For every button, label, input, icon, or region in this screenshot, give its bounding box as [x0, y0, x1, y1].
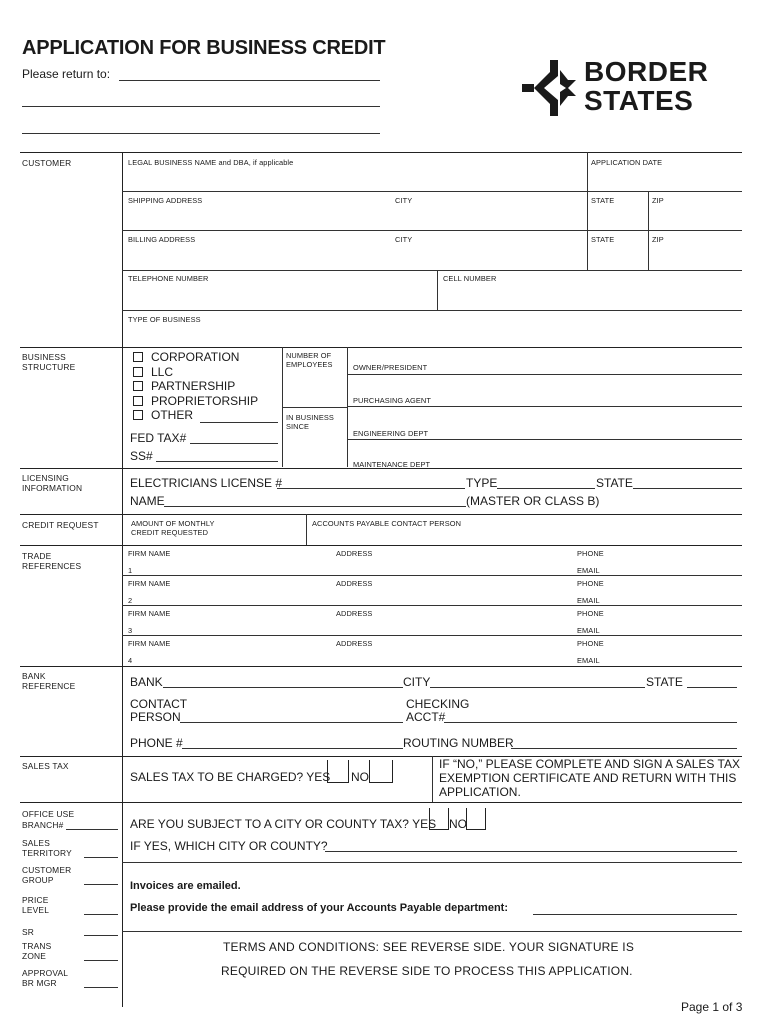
- routing-input-line[interactable]: [511, 748, 737, 749]
- checkbox-icon[interactable]: [133, 396, 143, 406]
- purchasing-input-line[interactable]: [347, 406, 742, 407]
- checkbox-icon[interactable]: [133, 367, 143, 377]
- license-input-line[interactable]: [277, 488, 465, 489]
- sales-tax-no-label: NO: [351, 770, 369, 784]
- license-state-label: STATE: [596, 476, 633, 490]
- divider: [20, 468, 742, 469]
- sales-tax-note-3: APPLICATION.: [439, 785, 521, 799]
- price-level-label-1: PRICE: [22, 895, 49, 905]
- divider: [122, 230, 742, 231]
- branch-label: BRANCH#: [22, 820, 64, 830]
- branch-input-line[interactable]: [66, 829, 118, 830]
- firm-name-label: FIRM NAME: [128, 549, 171, 558]
- reference-number: 2: [128, 596, 133, 605]
- address-label: ADDRESS: [336, 609, 373, 618]
- option-label: PARTNERSHIP: [151, 379, 236, 393]
- license-name-label: NAME: [130, 494, 165, 508]
- address-label: ADDRESS: [336, 549, 373, 558]
- ap-email-input-line[interactable]: [533, 914, 737, 915]
- amount-label-2: CREDIT REQUESTED: [131, 528, 209, 537]
- city-tax-no-label: NO: [449, 817, 467, 831]
- page-number: Page 1 of 3: [681, 1000, 743, 1014]
- sales-tax-label: SALES TAX: [22, 761, 69, 771]
- owner-label: OWNER/PRESIDENT: [353, 363, 428, 372]
- page-title: APPLICATION FOR BUSINESS CREDIT: [22, 37, 386, 59]
- divider: [282, 407, 347, 408]
- divider: [122, 605, 742, 606]
- type-of-business-label: TYPE OF BUSINESS: [128, 315, 201, 324]
- sr-label: SR: [22, 927, 35, 937]
- option-label: OTHER: [151, 408, 193, 422]
- sales-territory-input-line[interactable]: [84, 857, 118, 858]
- divider: [122, 310, 742, 311]
- terms-line-1: TERMS AND CONDITIONS: SEE REVERSE SIDE. YOUR SIGNATURE IS: [223, 940, 635, 954]
- which-city-input-line[interactable]: [325, 851, 737, 852]
- trans-zone-input-line[interactable]: [84, 960, 118, 961]
- option-partnership[interactable]: [133, 379, 235, 393]
- phone-label: PHONE: [577, 609, 604, 618]
- address-label: ADDRESS: [336, 639, 373, 648]
- cell-label: CELL NUMBER: [443, 274, 497, 283]
- divider: [20, 347, 742, 348]
- email-label: EMAIL: [577, 656, 600, 665]
- sr-input-line[interactable]: [84, 935, 118, 936]
- customer-section-label: CUSTOMER: [22, 158, 72, 168]
- checking-label-1: CHECKING: [406, 697, 470, 711]
- billing-address-label: BILLING ADDRESS: [128, 235, 196, 244]
- sales-tax-note-2: EXEMPTION CERTIFICATE AND RETURN WITH THIS: [439, 771, 737, 785]
- contact-label-1: CONTACT: [130, 697, 188, 711]
- electricians-license-label: ELECTRICIANS LICENSE #: [130, 476, 283, 490]
- sales-tax-yes-box[interactable]: [327, 760, 349, 783]
- trans-zone-label-1: TRANS: [22, 941, 52, 951]
- reference-number: 4: [128, 656, 133, 665]
- divider: [20, 802, 742, 803]
- divider: [122, 931, 742, 932]
- trade-references-label-1: TRADE: [22, 551, 52, 561]
- num-employees-label-2: EMPLOYEES: [286, 360, 333, 369]
- reference-number: 3: [128, 626, 133, 635]
- option-proprietorship[interactable]: [133, 394, 258, 408]
- invoices-note: Invoices are emailed.: [130, 880, 241, 892]
- bank-state-input-line[interactable]: [687, 687, 737, 688]
- firm-name-label: FIRM NAME: [128, 639, 171, 648]
- approval-label-2: BR MGR: [22, 978, 57, 988]
- email-label: EMAIL: [577, 596, 600, 605]
- ss-input-line[interactable]: [156, 461, 278, 462]
- bank-phone-label: PHONE #: [130, 736, 183, 750]
- shipping-address-label: SHIPPING ADDRESS: [128, 196, 203, 205]
- master-class-label: (MASTER OR CLASS B): [466, 494, 600, 508]
- bank-city-label: CITY: [403, 675, 431, 689]
- city-tax-no-box[interactable]: [466, 808, 486, 830]
- checkbox-icon[interactable]: [133, 381, 143, 391]
- engineering-input-line[interactable]: [347, 439, 742, 440]
- divider: [587, 152, 588, 270]
- firm-name-label: FIRM NAME: [128, 609, 171, 618]
- licensing-label-2: INFORMATION: [22, 483, 83, 493]
- divider: [437, 270, 438, 310]
- price-level-input-line[interactable]: [84, 914, 118, 915]
- sales-territory-label-1: SALES: [22, 838, 51, 848]
- bank-input-line[interactable]: [163, 687, 403, 688]
- divider: [122, 575, 742, 576]
- customer-group-input-line[interactable]: [84, 884, 118, 885]
- bank-city-input-line[interactable]: [430, 687, 645, 688]
- checking-input-line[interactable]: [444, 722, 737, 723]
- billing-city-label: CITY: [395, 235, 413, 244]
- approval-label-1: APPROVAL: [22, 968, 69, 978]
- option-corporation[interactable]: [133, 350, 239, 364]
- logo-mark-icon: [520, 58, 590, 118]
- divider: [20, 545, 742, 546]
- firm-name-label: FIRM NAME: [128, 579, 171, 588]
- terms-line-2: REQUIRED ON THE REVERSE SIDE TO PROCESS THIS APPLICATION.: [221, 964, 633, 978]
- maintenance-label: MAINTENANCE DEPT: [353, 460, 431, 469]
- price-level-label-2: LEVEL: [22, 905, 50, 915]
- which-city-label: IF YES, WHICH CITY OR COUNTY?: [130, 839, 328, 853]
- bank-label: BANK: [130, 675, 163, 689]
- bank-state-label: STATE: [646, 675, 683, 689]
- divider: [347, 347, 348, 467]
- credit-request-label: CREDIT REQUEST: [22, 520, 99, 530]
- sales-territory-label-2: TERRITORY: [22, 848, 72, 858]
- purchasing-label: PURCHASING AGENT: [353, 396, 431, 405]
- divider: [122, 635, 742, 636]
- phone-label: PHONE: [577, 579, 604, 588]
- phone-label: PHONE: [577, 549, 604, 558]
- divider: [122, 270, 742, 271]
- approval-input-line[interactable]: [84, 987, 118, 988]
- border-states-logo: [520, 58, 730, 118]
- customer-group-label-1: CUSTOMER: [22, 865, 72, 875]
- contact-input-line[interactable]: [180, 722, 403, 723]
- trans-zone-label-2: ZONE: [22, 951, 47, 961]
- shipping-city-label: CITY: [395, 196, 413, 205]
- phone-label: PHONE: [577, 639, 604, 648]
- city-tax-yes-box[interactable]: [429, 808, 449, 830]
- legal-name-label: LEGAL BUSINESS NAME and DBA, if applicable: [128, 158, 294, 167]
- license-type-label: TYPE: [466, 476, 498, 490]
- divider: [20, 666, 742, 667]
- return-label: Please return to:: [22, 67, 111, 81]
- form-top-border: [20, 152, 742, 153]
- ss-label: SS#: [130, 449, 153, 463]
- in-business-label-2: SINCE: [286, 422, 310, 431]
- checkbox-icon[interactable]: [133, 352, 143, 362]
- logo-text-border: BORDER: [584, 56, 709, 87]
- email-label: EMAIL: [577, 626, 600, 635]
- billing-zip-label: ZIP: [652, 235, 664, 244]
- billing-state-label: STATE: [591, 235, 615, 244]
- num-employees-label-1: NUMBER OF: [286, 351, 332, 360]
- checkbox-icon[interactable]: [133, 410, 143, 420]
- trade-references-label-2: REFERENCES: [22, 561, 82, 571]
- checking-label-2: ACCT#: [406, 710, 446, 724]
- business-structure-label-2: STRUCTURE: [22, 362, 76, 372]
- contact-label-2: PERSON: [130, 710, 181, 724]
- sales-tax-no-box[interactable]: [369, 760, 393, 783]
- ap-contact-label: ACCOUNTS PAYABLE CONTACT PERSON: [312, 519, 462, 528]
- ap-email-prompt: Please provide the email address of your Accounts Payable department:: [130, 902, 508, 914]
- application-date-label: APPLICATION DATE: [591, 158, 663, 167]
- telephone-label: TELEPHONE NUMBER: [128, 274, 209, 283]
- divider: [20, 514, 742, 515]
- return-line-3[interactable]: [22, 133, 380, 134]
- in-business-label-1: IN BUSINESS: [286, 413, 334, 422]
- office-use-label: OFFICE USE: [22, 809, 75, 819]
- divider: [122, 862, 742, 863]
- owner-input-line[interactable]: [347, 374, 742, 375]
- customer-group-label-2: GROUP: [22, 875, 54, 885]
- divider: [432, 756, 433, 802]
- return-line-2[interactable]: [22, 106, 380, 107]
- business-structure-label-1: BUSINESS: [22, 352, 66, 362]
- fed-tax-input-line[interactable]: [190, 443, 278, 444]
- licensing-label-1: LICENSING: [22, 473, 69, 483]
- address-label: ADDRESS: [336, 579, 373, 588]
- shipping-state-label: STATE: [591, 196, 615, 205]
- license-name-input-line[interactable]: [164, 506, 466, 507]
- reference-number: 1: [128, 566, 133, 575]
- bank-reference-label-2: REFERENCE: [22, 681, 76, 691]
- option-label: PROPRIETORSHIP: [151, 394, 259, 408]
- option-other[interactable]: [133, 408, 193, 422]
- email-label: EMAIL: [577, 566, 600, 575]
- divider: [306, 514, 307, 545]
- sales-tax-note-1: IF “NO,” PLEASE COMPLETE AND SIGN A SALES TAX: [439, 757, 740, 771]
- fed-tax-label: FED TAX#: [130, 431, 187, 445]
- return-line-1[interactable]: [119, 80, 380, 81]
- license-type-input-line[interactable]: [497, 488, 595, 489]
- routing-label: ROUTING NUMBER: [403, 736, 514, 750]
- license-state-input-line[interactable]: [633, 488, 742, 489]
- left-column-rule: [122, 152, 123, 1007]
- engineering-label: ENGINEERING DEPT: [353, 429, 429, 438]
- logo-text-states: STATES: [584, 85, 694, 116]
- bank-reference-label-1: BANK: [22, 671, 46, 681]
- option-label: CORPORATION: [151, 350, 240, 364]
- bank-phone-input-line[interactable]: [182, 748, 403, 749]
- shipping-zip-label: ZIP: [652, 196, 664, 205]
- amount-label-1: AMOUNT OF MONTHLY: [131, 519, 215, 528]
- other-input-line[interactable]: [200, 422, 278, 423]
- divider: [122, 191, 742, 192]
- option-label: LLC: [151, 365, 174, 379]
- city-tax-question: ARE YOU SUBJECT TO A CITY OR COUNTY TAX? YES: [130, 817, 437, 831]
- option-llc[interactable]: [133, 365, 173, 379]
- sales-tax-question: SALES TAX TO BE CHARGED? YES: [130, 770, 331, 784]
